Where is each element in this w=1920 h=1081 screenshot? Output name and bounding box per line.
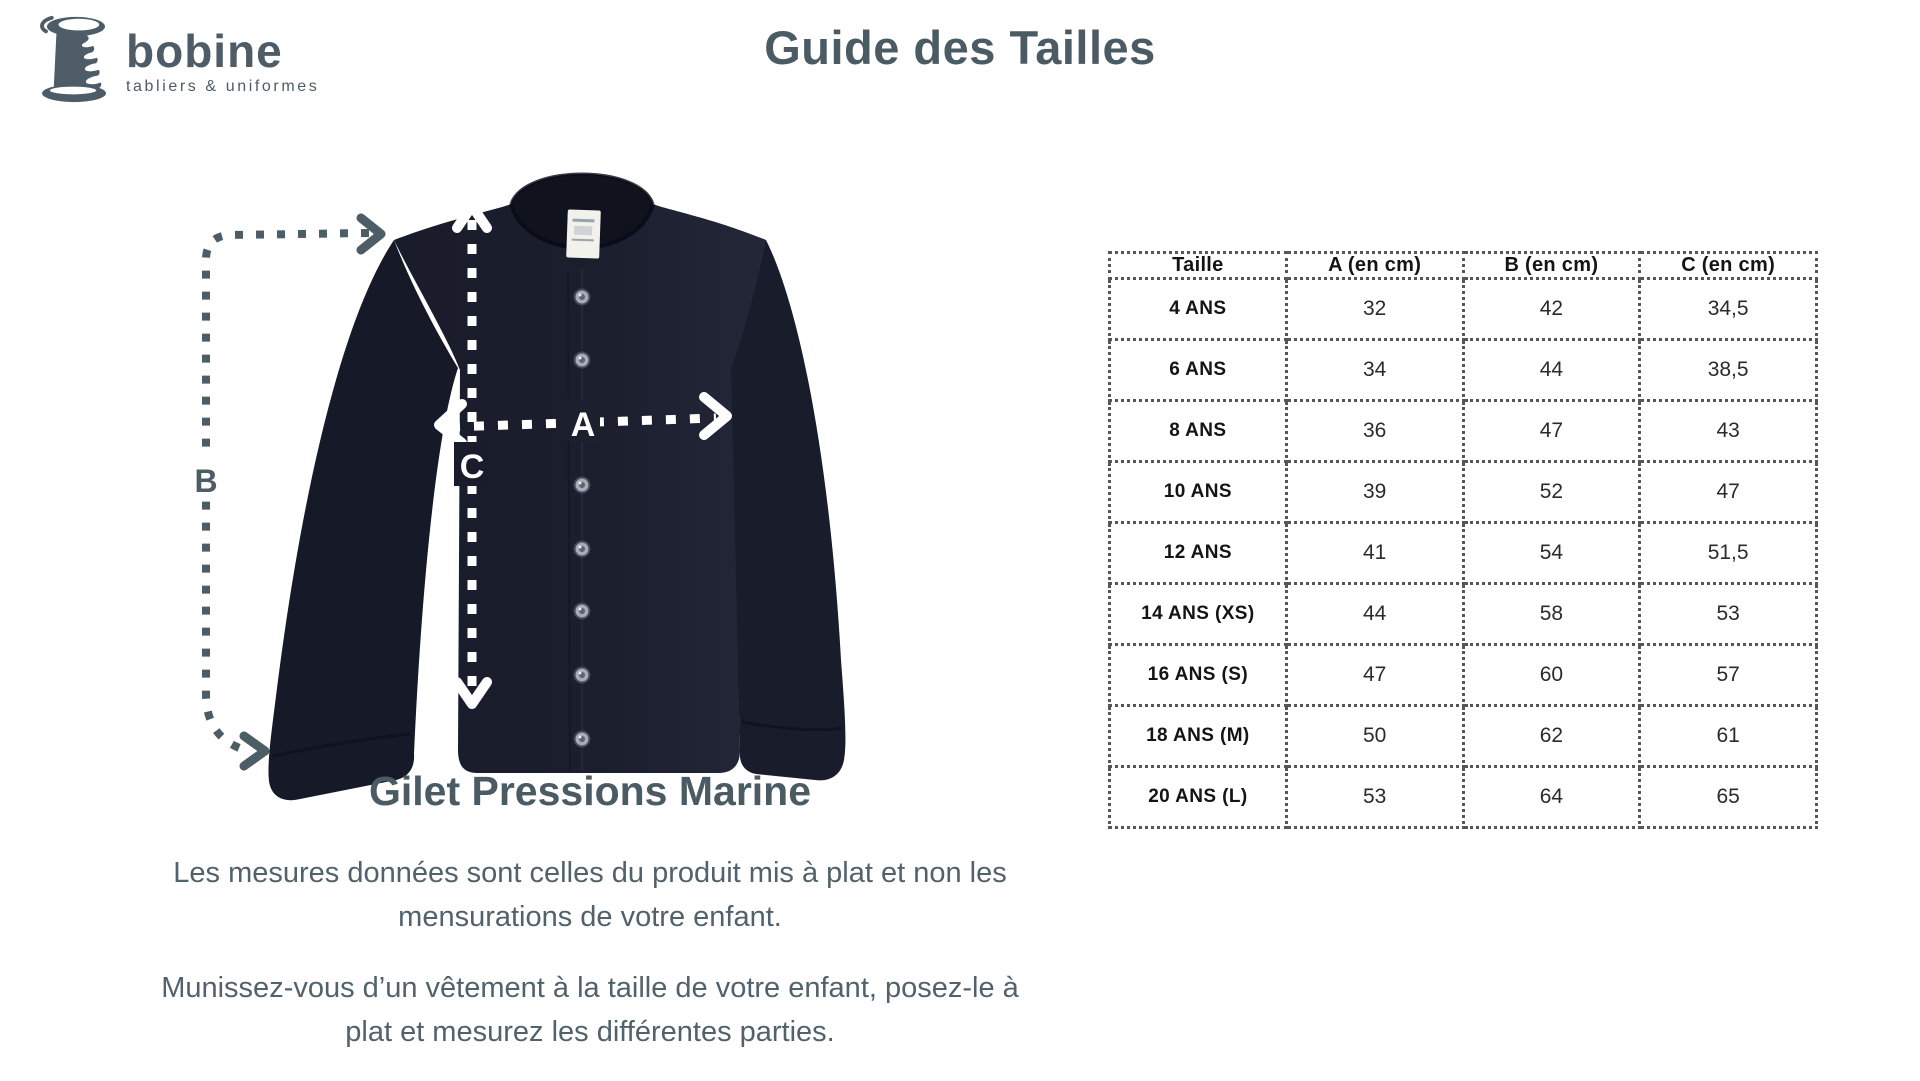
cell-a: 32 (1286, 279, 1463, 340)
table-header-row (1110, 253, 1817, 279)
measure-label-a: A (570, 406, 596, 444)
cell-c: 53 (1640, 584, 1817, 645)
collar-brand-label (566, 209, 601, 258)
table-row (1110, 706, 1817, 767)
cell-a: 50 (1286, 706, 1463, 767)
cell-c: 65 (1640, 767, 1817, 828)
cell-b: 54 (1463, 523, 1640, 584)
cell-a: 47 (1286, 645, 1463, 706)
cell-a: 39 (1286, 462, 1463, 523)
cell-taille: 20 ANS (L) (1110, 767, 1287, 828)
table-row (1110, 523, 1817, 584)
measure-note-2: Munissez-vous d’un vêtement à la taille de votre enfant, posez-le à plat et mesurez les différentes parties. (161, 972, 1019, 1049)
brand-tagline: tabliers & uniformes (126, 78, 320, 95)
col-header-b: B (en cm) (1463, 253, 1640, 279)
table-row (1110, 767, 1817, 828)
cell-taille: 12 ANS (1110, 523, 1287, 584)
cell-a: 44 (1286, 584, 1463, 645)
cell-b: 62 (1463, 706, 1640, 767)
col-header-taille: Taille (1110, 253, 1287, 279)
cell-c: 57 (1640, 645, 1817, 706)
cell-b: 42 (1463, 279, 1640, 340)
page-title: Guide des Tailles (764, 21, 1156, 74)
cell-c: 34,5 (1640, 279, 1817, 340)
cell-taille: 18 ANS (M) (1110, 706, 1287, 767)
product-name: Gilet Pressions Marine (368, 768, 812, 814)
cell-a: 36 (1286, 401, 1463, 462)
cell-taille: 6 ANS (1110, 340, 1287, 401)
col-header-c: C (en cm) (1640, 253, 1817, 279)
cell-taille: 14 ANS (XS) (1110, 584, 1287, 645)
jacket-image (170, 140, 930, 840)
measure-notes (160, 851, 1020, 1081)
cell-taille: 10 ANS (1110, 462, 1287, 523)
cell-b: 44 (1463, 340, 1640, 401)
cell-taille: 16 ANS (S) (1110, 645, 1287, 706)
size-table-wrap (1108, 251, 1818, 829)
col-header-a: A (en cm) (1286, 253, 1463, 279)
table-row (1110, 584, 1817, 645)
jacket-figure (170, 140, 930, 840)
table-row (1110, 340, 1817, 401)
table-row (1110, 645, 1817, 706)
cell-b: 47 (1463, 401, 1640, 462)
cell-b: 58 (1463, 584, 1640, 645)
table-row (1110, 401, 1817, 462)
measure-label-b: B (194, 463, 218, 499)
measure-label-c: C (459, 448, 485, 486)
cell-taille: 8 ANS (1110, 401, 1287, 462)
brand-name: bobine (126, 25, 283, 77)
cell-c: 61 (1640, 706, 1817, 767)
cell-a: 41 (1286, 523, 1463, 584)
cell-b: 60 (1463, 645, 1640, 706)
measure-label-c-group (454, 442, 490, 486)
measure-note-1: Les mesures données sont celles du produit mis à plat et non les mensurations de votre enfant. (173, 857, 1007, 934)
cell-c: 51,5 (1640, 523, 1817, 584)
cell-b: 64 (1463, 767, 1640, 828)
cell-a: 34 (1286, 340, 1463, 401)
cell-c: 43 (1640, 401, 1817, 462)
cell-c: 47 (1640, 462, 1817, 523)
cell-b: 52 (1463, 462, 1640, 523)
cell-a: 53 (1286, 767, 1463, 828)
cell-taille: 4 ANS (1110, 279, 1287, 340)
table-row (1110, 279, 1817, 340)
size-table (1108, 251, 1818, 829)
cell-c: 38,5 (1640, 340, 1817, 401)
table-row (1110, 462, 1817, 523)
